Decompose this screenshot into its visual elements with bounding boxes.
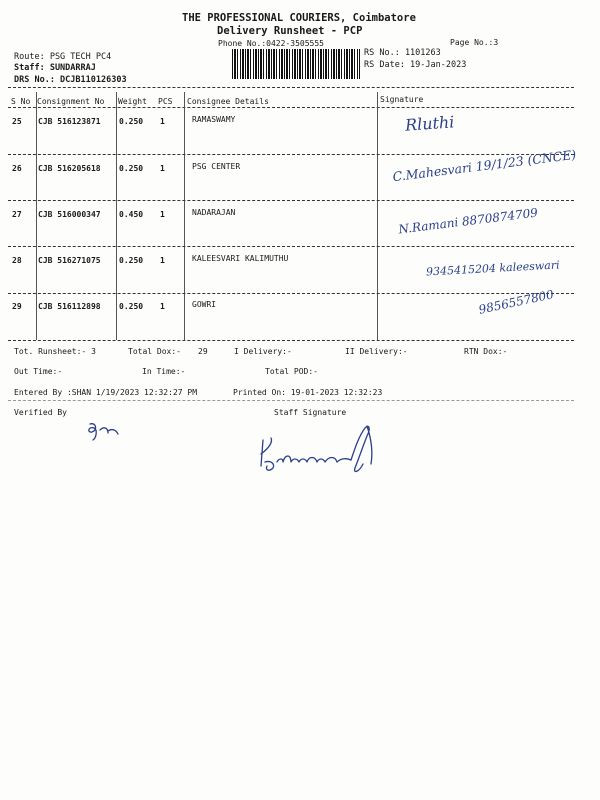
- handwritten-signature: Rluthi: [404, 112, 455, 135]
- table-header-rule: [8, 107, 574, 108]
- verifier-initials: [84, 420, 124, 442]
- col-divider: [36, 92, 37, 340]
- row-sno: 25: [12, 117, 22, 126]
- row-pcs: 1: [160, 164, 165, 173]
- total-pod: Total POD:-: [265, 367, 318, 376]
- rtn-dox: RTN Dox:-: [464, 347, 508, 356]
- staff-signature-label: Staff Signature: [274, 408, 347, 417]
- col-header-sno: S No: [11, 97, 31, 106]
- col-header-signature: Signature: [380, 95, 424, 104]
- col-header-pcs: PCS: [158, 97, 173, 106]
- col-divider: [184, 92, 185, 340]
- page-number: Page No.:3: [450, 38, 499, 47]
- barcode: [232, 49, 360, 79]
- row-weight: 0.250: [119, 302, 144, 311]
- row-weight: 0.250: [119, 117, 144, 126]
- ii-delivery: II Delivery:-: [345, 347, 408, 356]
- runsheet-subtitle: Delivery Runsheet - PCP: [217, 25, 363, 37]
- in-time: In Time:-: [142, 367, 186, 376]
- footer-rule: [8, 400, 574, 401]
- row-pcs: 1: [160, 210, 165, 219]
- row-rule: [8, 246, 574, 247]
- rs-number: RS No.: 1101263: [364, 48, 441, 58]
- col-header-consignment: Consignment No: [37, 97, 105, 106]
- row-consignment: CJB 516112898: [38, 302, 101, 311]
- staff-signature: [255, 418, 390, 480]
- row-sno: 28: [12, 256, 22, 265]
- row-rule: [8, 154, 574, 155]
- row-consignee: KALEESVARI KALIMUTHU: [192, 254, 289, 263]
- entered-by: Entered By :SHAN 1/19/2023 12:32:27 PM: [14, 388, 198, 397]
- handwritten-signature: N.Ramani 8870874709: [397, 205, 539, 237]
- total-dox-value: 29: [198, 347, 208, 356]
- row-weight: 0.450: [119, 210, 144, 219]
- row-rule: [8, 293, 574, 294]
- row-rule: [8, 200, 574, 201]
- total-dox-label: Total Dox:-: [128, 347, 181, 356]
- phone-number: Phone No.:0422-3505555: [218, 39, 324, 48]
- col-divider: [377, 92, 378, 340]
- drs-number: DRS No.: DCJB110126303: [14, 75, 127, 85]
- handwritten-signature: C.Mahesvari 19/1/23 (CNCE): [391, 146, 578, 185]
- row-consignment: CJB 516205618: [38, 164, 101, 173]
- col-header-consignee: Consignee Details: [187, 97, 269, 106]
- i-delivery: I Delivery:-: [234, 347, 292, 356]
- verified-by: Verified By: [14, 408, 67, 417]
- row-weight: 0.250: [119, 164, 144, 173]
- row-sno: 26: [12, 164, 22, 173]
- handwritten-signature: 9345415204 kaleeswari: [425, 258, 560, 279]
- staff-label: Staff: SUNDARRAJ: [14, 63, 96, 73]
- row-pcs: 1: [160, 302, 165, 311]
- table-top-rule: [8, 87, 574, 88]
- col-divider: [116, 92, 117, 340]
- row-consignee: GOWRI: [192, 300, 217, 309]
- row-pcs: 1: [160, 256, 165, 265]
- printed-on: Printed On: 19-01-2023 12:32:23: [233, 388, 383, 397]
- row-consignment: CJB 516000347: [38, 210, 101, 219]
- company-title: THE PROFESSIONAL COURIERS, Coimbatore: [182, 12, 416, 24]
- row-consignment: CJB 516271075: [38, 256, 101, 265]
- out-time: Out Time:-: [14, 367, 63, 376]
- row-consignee: NADARAJAN: [192, 208, 236, 217]
- route-label: Route: PSG TECH PC4: [14, 52, 112, 62]
- table-bottom-rule: [8, 340, 574, 341]
- row-consignee: RAMASWAMY: [192, 115, 236, 124]
- handwritten-signature: 9856557800: [477, 287, 555, 317]
- tot-runsheet: Tot. Runsheet:- 3: [14, 347, 96, 356]
- col-header-weight: Weight: [118, 97, 147, 106]
- row-pcs: 1: [160, 117, 165, 126]
- row-sno: 29: [12, 302, 22, 311]
- row-sno: 27: [12, 210, 22, 219]
- row-consignment: CJB 516123871: [38, 117, 101, 126]
- row-weight: 0.250: [119, 256, 144, 265]
- row-consignee: PSG CENTER: [192, 162, 241, 171]
- rs-date: RS Date: 19-Jan-2023: [364, 60, 467, 70]
